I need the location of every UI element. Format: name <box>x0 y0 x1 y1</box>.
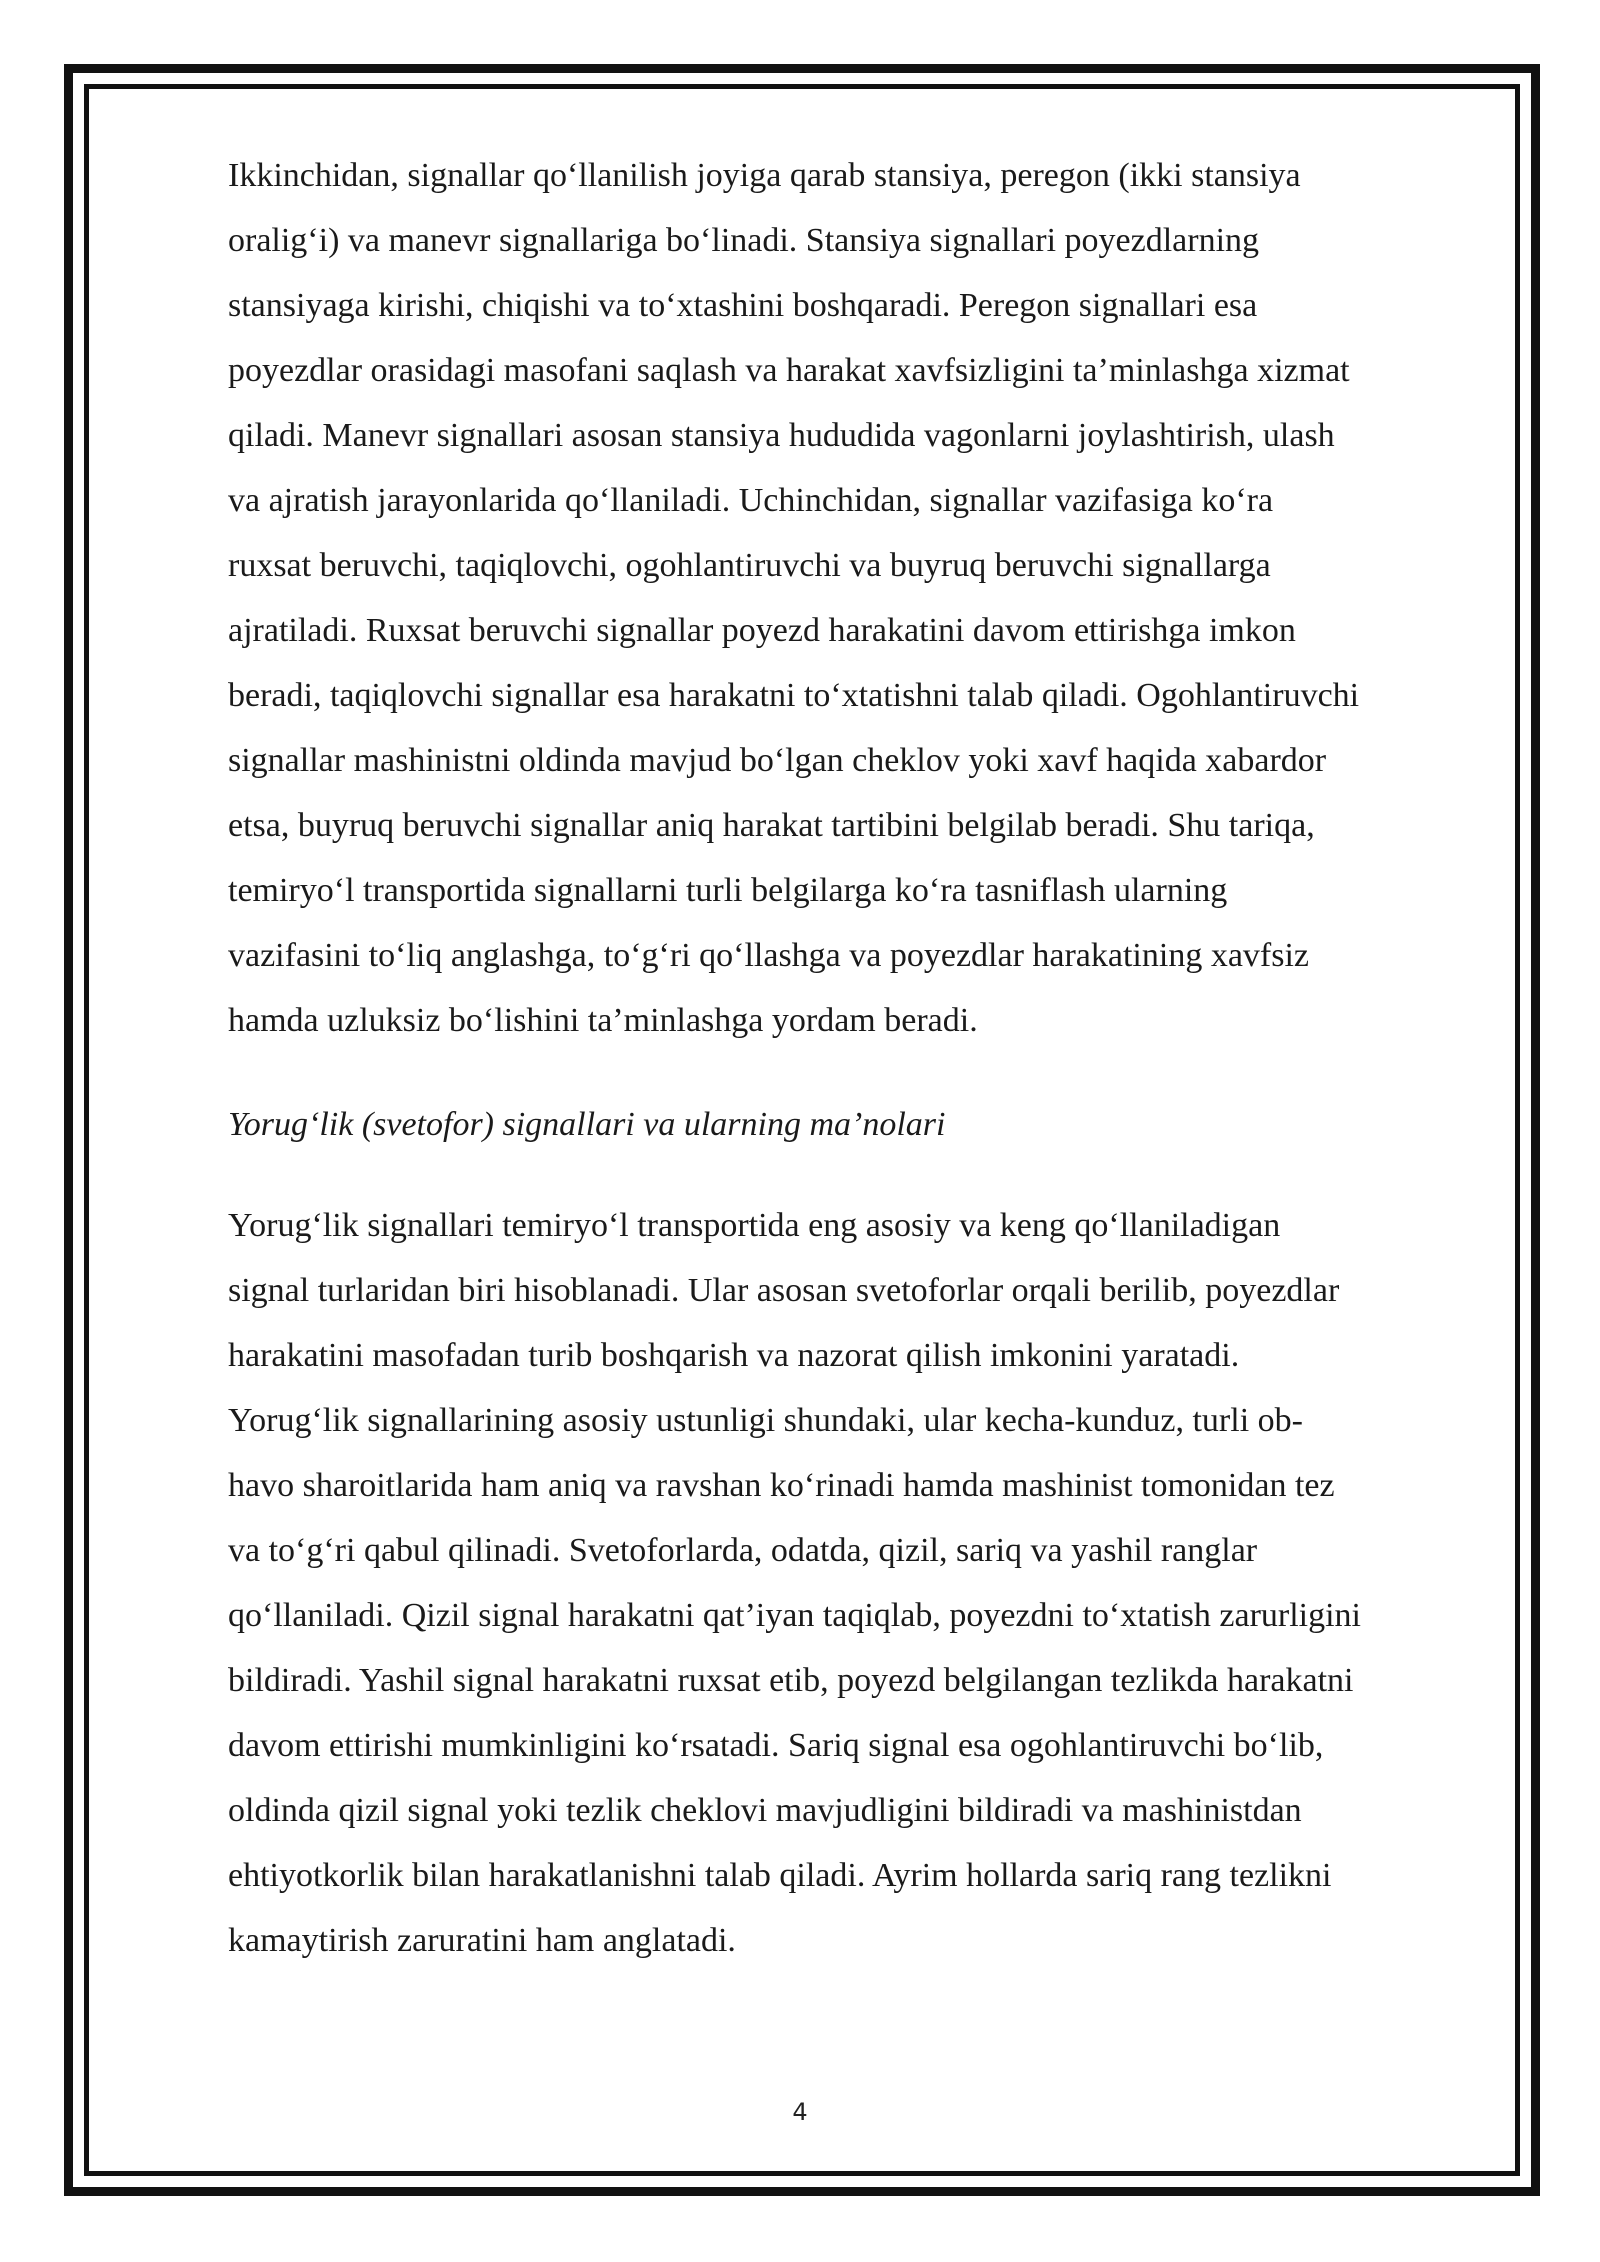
paragraph-light-signals <box>228 1193 1361 1973</box>
text-line: va ajratish jarayonlarida qo‘llaniladi. Uchinchidan, signallar vazifasiga ko‘ra <box>228 482 1274 519</box>
text-line: qiladi. Manevr signallari asosan stansiya hududida vagonlarni joylashtirish, ulash <box>228 417 1335 454</box>
text-line: beradi, taqiqlovchi signallar esa harakatni to‘xtatishni talab qiladi. Ogohlantiruvchi <box>228 677 1360 714</box>
text-line: bildiradi. Yashil signal harakatni ruxsat etib, poyezd belgilangan tezlikda harakatni <box>228 1662 1354 1699</box>
text-line: davom ettirishi mumkinligini ko‘rsatadi. Sariq signal esa ogohlantiruvchi bo‘lib, <box>228 1727 1324 1764</box>
text-line: oralig‘i) va manevr signallariga bo‘linadi. Stansiya signallari poyezdlarning <box>228 222 1260 259</box>
text-line: ehtiyotkorlik bilan harakatlanishni talab qiladi. Ayrim hollarda sariq rang tezlikni <box>228 1857 1332 1894</box>
text-line: kamaytirish zaruratini ham anglatadi. <box>228 1922 736 1959</box>
text-line: poyezdlar orasidagi masofani saqlash va harakat xavfsizligini ta’minlashga xizmat <box>228 352 1350 389</box>
text-line: etsa, buyruq beruvchi signallar aniq harakat tartibini belgilab beradi. Shu tariqa, <box>228 807 1315 844</box>
text-line: Ikkinchidan, signallar qo‘llanilish joyiga qarab stansiya, peregon (ikki stansiya <box>228 157 1301 194</box>
section-heading: Yorug‘lik (svetofor) signallari va ularning ma’nolari <box>228 1106 946 1143</box>
text-line: hamda uzluksiz bo‘lishini ta’minlashga yordam beradi. <box>228 1002 978 1039</box>
text-line: signallar mashinistni oldinda mavjud bo‘lgan cheklov yoki xavf haqida xabardor <box>228 742 1327 779</box>
text-line: stansiyaga kirishi, chiqishi va to‘xtashini boshqaradi. Peregon signallari esa <box>228 287 1258 324</box>
text-line: va to‘g‘ri qabul qilinadi. Svetoforlarda, odatda, qizil, sariq va yashil ranglar <box>228 1532 1258 1569</box>
text-line: Yorug‘lik signallarining asosiy ustunligi shundaki, ular kecha-kunduz, turli ob- <box>228 1402 1303 1439</box>
paragraph-signal-classification <box>228 143 1359 1053</box>
page-number: 4 <box>792 2098 808 2126</box>
text-line: havo sharoitlarida ham aniq va ravshan ko‘rinadi hamda mashinist tomonidan tez <box>228 1467 1335 1504</box>
text-line: harakatini masofadan turib boshqarish va nazorat qilish imkonini yaratadi. <box>228 1337 1240 1374</box>
text-line: signal turlaridan biri hisoblanadi. Ular asosan svetoforlar orqali berilib, poyezdlar <box>228 1272 1340 1309</box>
text-line: qo‘llaniladi. Qizil signal harakatni qat’iyan taqiqlab, poyezdni to‘xtatish zarurligini <box>228 1597 1362 1634</box>
text-line: oldinda qizil signal yoki tezlik cheklovi mavjudligini bildiradi va mashinistdan <box>228 1792 1302 1829</box>
text-line: temiryo‘l transportida signallarni turli belgilarga ko‘ra tasniflash ularning <box>228 872 1228 909</box>
text-line: Yorug‘lik signallari temiryo‘l transportida eng asosiy va keng qo‘llaniladigan <box>228 1207 1281 1244</box>
text-line: vazifasini to‘liq anglashga, to‘g‘ri qo‘llashga va poyezdlar harakatining xavfsiz <box>228 937 1310 974</box>
text-line: ruxsat beruvchi, taqiqlovchi, ogohlantiruvchi va buyruq beruvchi signallarga <box>228 547 1271 584</box>
text-line: ajratiladi. Ruxsat beruvchi signallar poyezd harakatini davom ettirishga imkon <box>228 612 1296 649</box>
